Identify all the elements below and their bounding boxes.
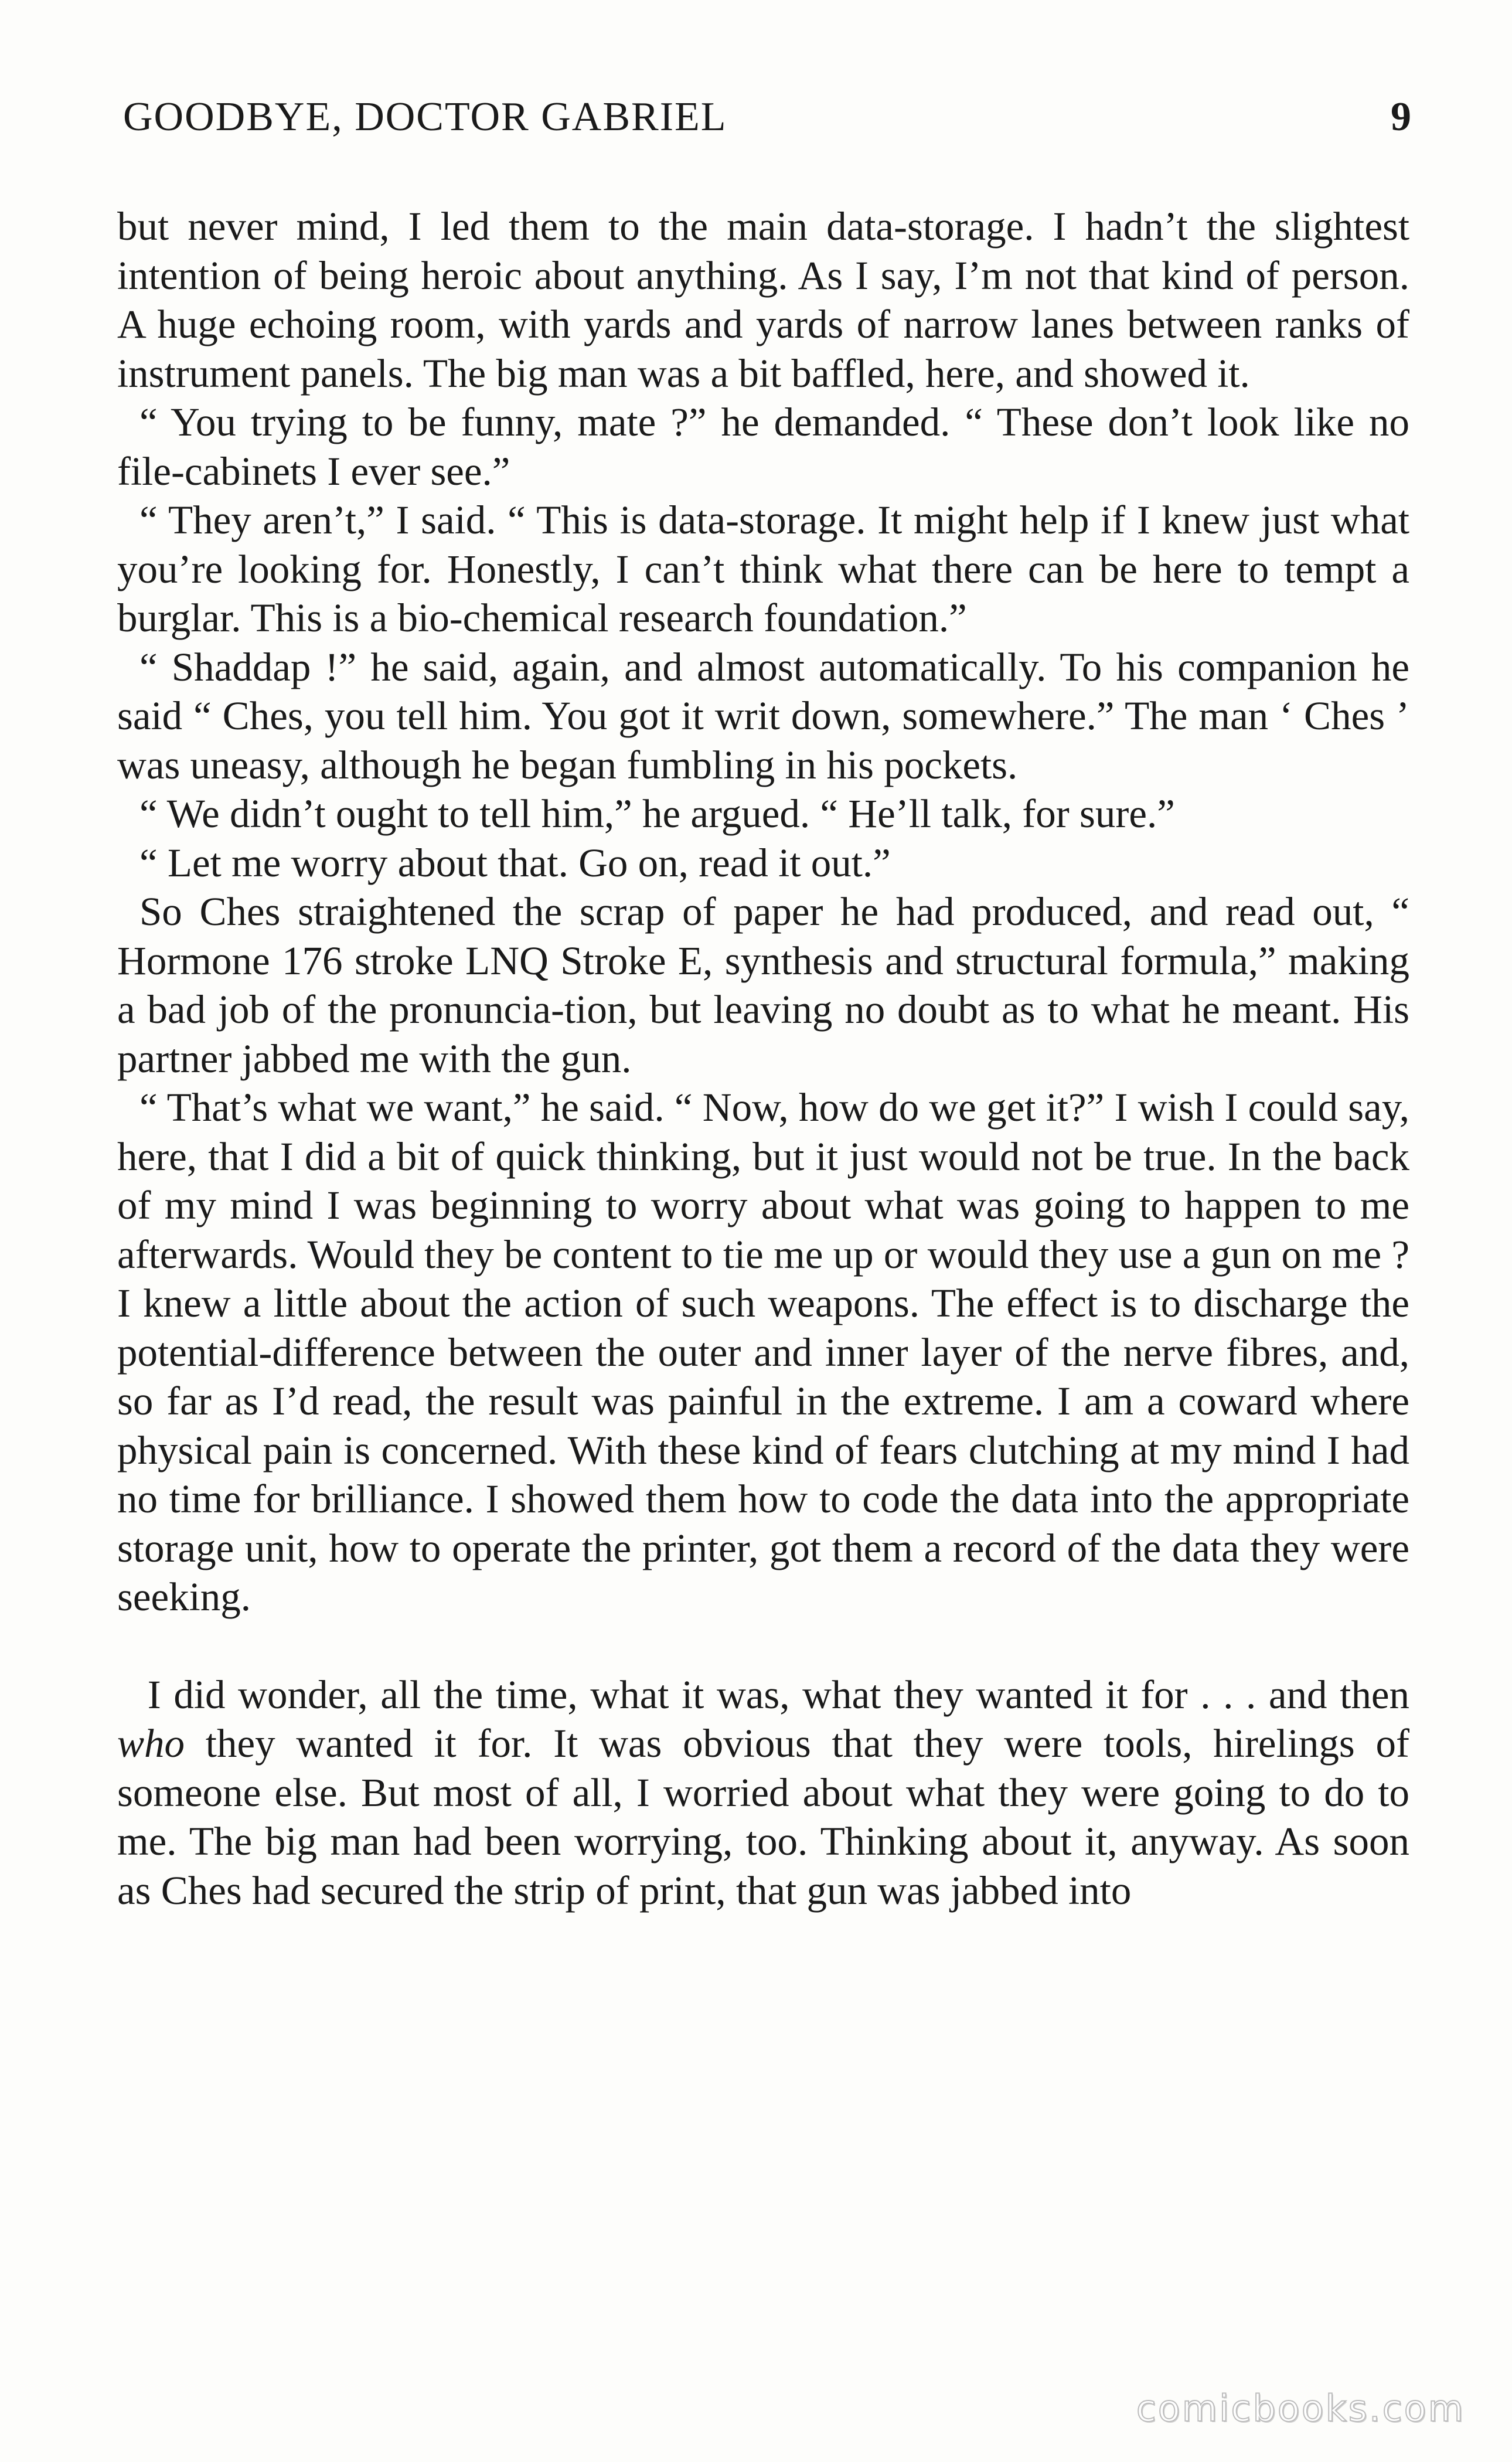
page-number: 9 xyxy=(1391,94,1412,140)
running-title: GOODBYE, DOCTOR GABRIEL xyxy=(123,94,727,140)
paragraph: “ They aren’t,” I said. “ This is data-storage. It might help if I knew just what you’re looking for. Honestly, I can’t think what there can be here to tempt a burglar. This is a bio-chemical research foundation.” xyxy=(117,498,1409,640)
final-paragraph-start: I did wonder, all the time, what it was, what they wanted it for . . . and then xyxy=(147,1672,1409,1717)
paragraph: “ You trying to be funny, mate ?” he demanded. “ These don’t look like no file-cabinets I ever see.” xyxy=(117,400,1409,494)
body-text xyxy=(117,202,1409,1915)
running-head xyxy=(123,94,1412,140)
paragraph: “ We didn’t ought to tell him,” he argued. “ He’ll talk, for sure.” xyxy=(139,791,1175,836)
italic-who: who xyxy=(117,1721,185,1766)
paragraph: “ Shaddap !” he said, again, and almost automatically. To his companion he said “ Ches, you tell him. You got it writ down, somewhere.” The man ‘ Ches ’ was uneasy, although he began fumbling in his pockets. xyxy=(117,644,1409,787)
paragraph: “ Let me worry about that. Go on, read it out.” xyxy=(139,840,891,885)
paragraph: “ That’s what we want,” he said. “ Now, how do we get it?” I wish I could say, here, that I did a bit of quick thinking, but it just would not be true. In the back of my mind I was beginning to worry about what was going to happen to me afterwards. Would they be content to tie me up or would they use a gun on me ? I knew a little about the action of such weapons. The effect is to discharge the potential-difference between the outer and inner layer of the nerve fibres, and, so far as I’d read, the result was painful in the extreme. I am a coward where physical pain is concerned. With these kind of fears clutching at my mind I had no time for brilliance. I showed them how to code the data into the appropriate storage unit, how to operate the printer, got them a record of the data they were seeking. xyxy=(117,1085,1409,1619)
paragraph: So Ches straightened the scrap of paper he had produced, and read out, “ Hormone 176 stroke LNQ Stroke E, synthesis and structural formula,” making a bad job of the pronuncia-tion, but leaving no doubt as to what he meant. His partner jabbed me with the gun. xyxy=(117,889,1409,1081)
watermark: comicbooks.com xyxy=(1136,2387,1465,2430)
final-paragraph-end: they wanted it for. It was obvious that they were tools, hirelings of someone else. But most of all, I worried about what they were going to do to me. The big man had been worrying, too. Thinking about it, anyway. As soon as Ches had secured the strip of print, that gun was jabbed into xyxy=(117,1721,1409,1913)
final-paragraph xyxy=(117,1671,1409,1916)
paragraph: but never mind, I led them to the main data-storage. I hadn’t the slightest intention of being heroic about anything. As I say, I’m not that kind of person. A huge echoing room, with yards and yards of narrow lanes between ranks of instrument panels. The big man was a bit baffled, here, and showed it. xyxy=(117,204,1409,396)
